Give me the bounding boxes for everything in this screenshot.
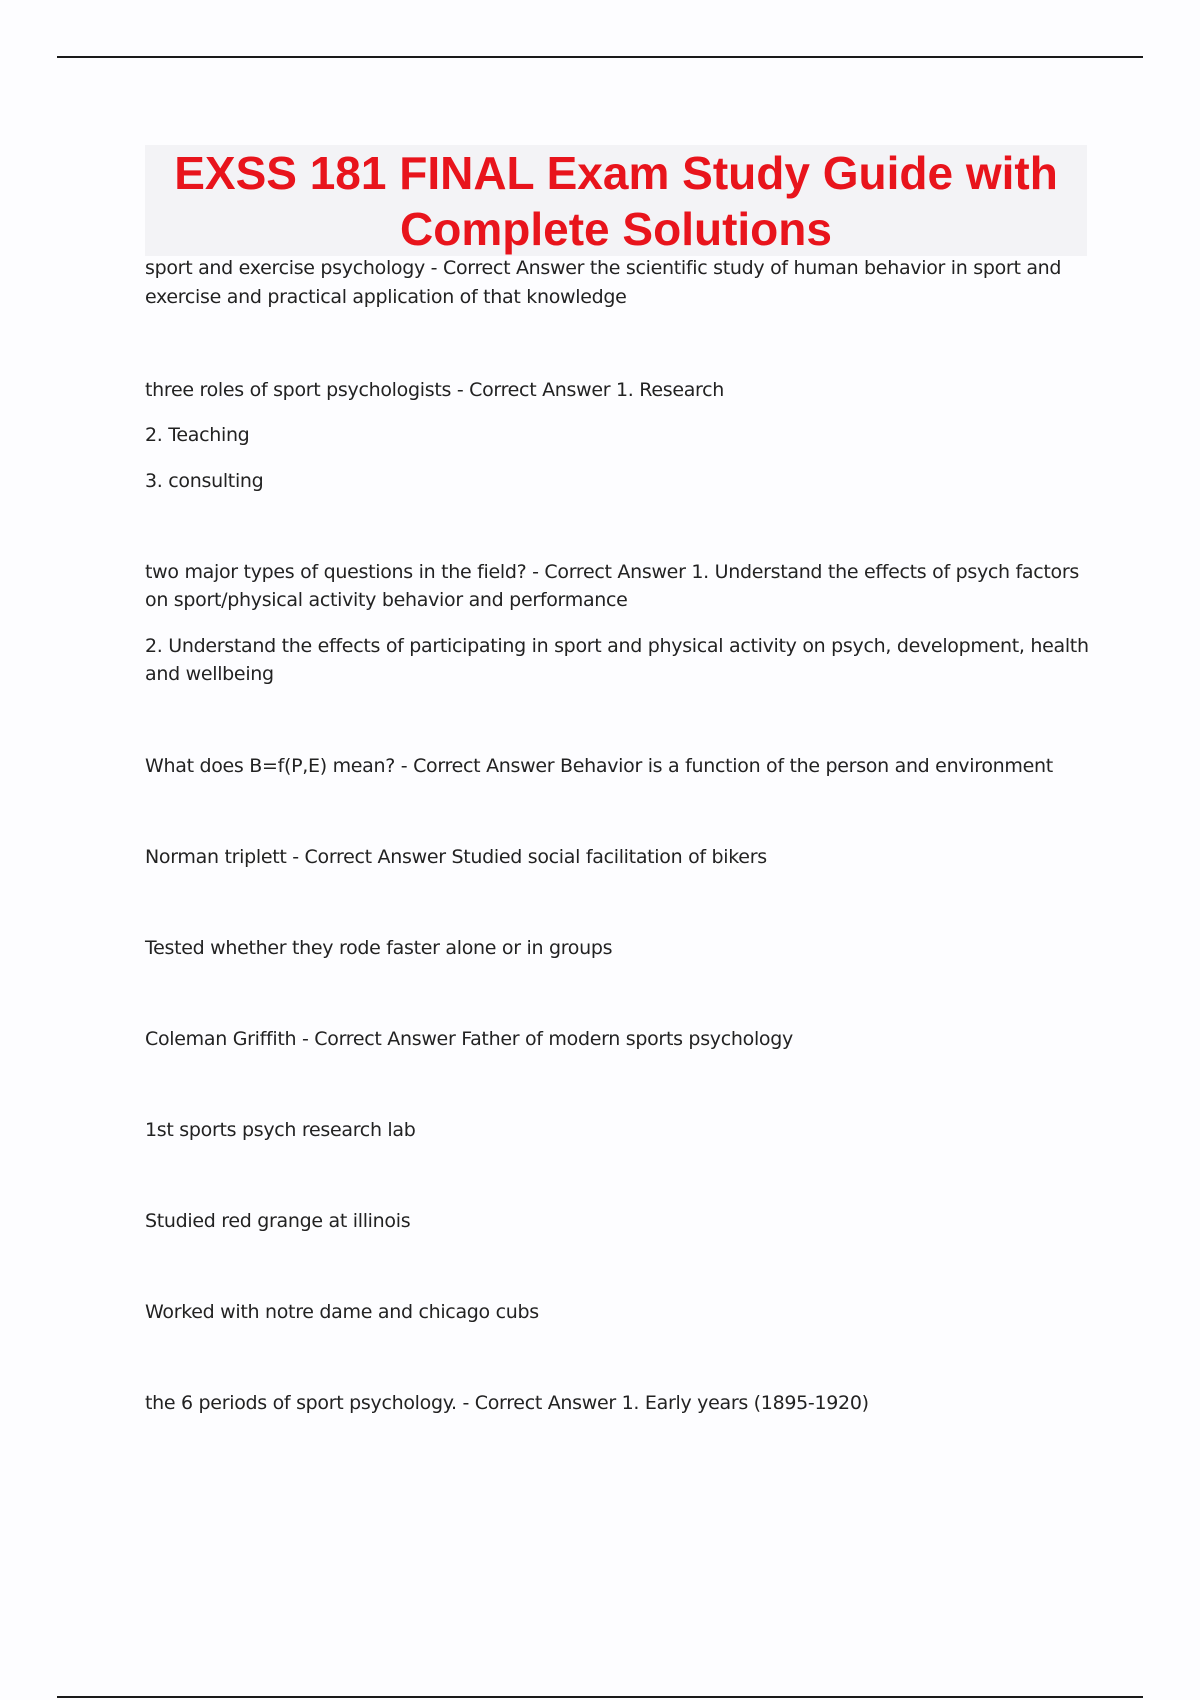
header-rule	[57, 56, 1143, 58]
paragraph-bfpe: What does B=f(P,E) mean? - Correct Answer Behavior is a function of the person and environment	[145, 755, 1053, 777]
paragraph-teaching: 2. Teaching	[145, 424, 250, 446]
title-line-1: EXSS 181 FINAL Exam Study Guide with	[174, 147, 1058, 199]
footer-rule	[57, 1696, 1143, 1698]
paragraph-six-periods: the 6 periods of sport psychology. - Correct Answer 1. Early years (1895-1920)	[145, 1392, 869, 1414]
paragraph-sport-psych-definition: sport and exercise psychology - Correct Answer the scientific study of human behavior in sport and exercise and practical application of that knowledge	[145, 257, 1062, 308]
paragraph-notre-dame: Worked with notre dame and chicago cubs	[145, 1301, 539, 1323]
paragraph-two-major-questions: two major types of questions in the field? - Correct Answer 1. Understand the effects of psych factors on sport/physical activity behavior and performance	[145, 561, 1079, 611]
document-title	[145, 145, 1087, 256]
title-line-2: Complete Solutions	[400, 203, 832, 255]
paragraph-second-question: 2. Understand the effects of participating in sport and physical activity on psych, development, health and wellbeing	[145, 635, 1089, 685]
paragraph-three-roles: three roles of sport psychologists - Correct Answer 1. Research	[145, 379, 725, 401]
paragraph-norman-triplett: Norman triplett - Correct Answer Studied social facilitation of bikers	[145, 846, 767, 868]
paragraph-red-grange: Studied red grange at illinois	[145, 1210, 411, 1232]
paragraph-research-lab: 1st sports psych research lab	[145, 1119, 416, 1141]
paragraph-tested-groups: Tested whether they rode faster alone or in groups	[145, 937, 613, 959]
paragraph-consulting: 3. consulting	[145, 470, 264, 492]
paragraph-coleman-griffith: Coleman Griffith - Correct Answer Father of modern sports psychology	[145, 1028, 793, 1050]
